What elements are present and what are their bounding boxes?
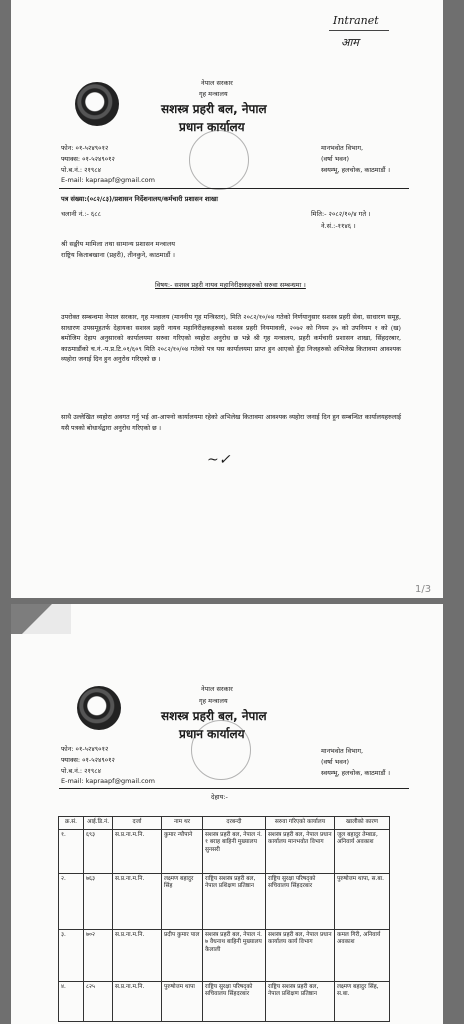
document-page-2: [11, 604, 443, 1024]
cell-office: सशस्त्र प्रहरी बल, नेपाल प्रधान कार्यालय मानभवोत विभाग: [266, 829, 335, 873]
office-name: प्रधान कार्यालय: [179, 727, 245, 741]
ministry-name: गृह मन्त्रालय: [199, 697, 228, 705]
body-paragraph-1: उपरोक्त सम्बन्धमा नेपाल सरकार, गृह मन्त्रालय (माननीय गृह मन्त्रिस्तर), मिति २०८२/१०/०४ गतेको निर्णयानुसार सशस्त्र प्रहरी सेवा, साधारण समूह, साधारण उपसमूहतर्फ देहायका सशस्त्र प्रहरी नायव महानिरीक्षकहरुको सशस्त्र प्रहरी नियमावली, २०७२ को नियम ३५ को उपनियम १ को (ख) बमोजिम देहाय अनुसारको कार्यालयमा सरुवा गरिएको व्यहोरा अनुरोध छ भन्ने श्री गृह मन्त्रालय, प्रहरी कर्मचारी प्रशासन शाखा, सिंहदरबार, काठमाडौंको च.नं.-प.प्र.टि.०१/६०९ मिति २०८२/१०/०४ गतेको पत्र यस कार्यालयमा प्राप्त हुन आएको हुँदा निजहरुको अभिलेख कितावमा आवश्यक व्यहोरा जनाई दिन हुन अनुरोध गरिएको छ ।: [61, 313, 401, 363]
contact-phone: फोन: ०१-५२४९०१२: [61, 745, 109, 753]
address-line-2: (वर्षा भवन): [321, 155, 349, 163]
col-header-reason: खालीको कारण: [335, 817, 390, 830]
cell-office: सशस्त्र प्रहरी बल, नेपाल प्रधान कार्यालय कार्य विभाग: [266, 929, 335, 981]
contact-fax: फ्याक्स: ०१-५२४९०१२: [61, 155, 115, 163]
cell-reason: लक्ष्मण बहादुर सिंह, स.बा.: [335, 981, 390, 1021]
address-line-3: स्वयम्भू, हलचोक, काठमाडौं ।: [321, 166, 391, 174]
cell-id: ६९३: [84, 829, 113, 873]
col-header-id: आई.डि.नं.: [84, 817, 113, 830]
col-header-office: सरुवा गरिएको कार्यालय: [266, 817, 335, 830]
contact-pobox: पो.ब.नं.: २१९८४: [61, 767, 102, 775]
col-header-post: दरबन्दी: [203, 817, 266, 830]
cell-post: सशस्त्र प्रहरी बल, नेपाल नं. ७ वैधनाथ बाहिनी मुख्यालय कैलाली: [203, 929, 266, 981]
cell-post: राष्ट्रिय सुरक्षा परिषद्को सचिवालय सिंहदरबार: [203, 981, 266, 1021]
nepal-emblem-icon: [75, 82, 119, 126]
cell-sn: ४.: [59, 981, 84, 1021]
cell-rank: स.प्र.ना.म.नि.: [113, 873, 162, 929]
cell-reason: कमल गिरी, अनिवार्य अवकाश: [335, 929, 390, 981]
signature-icon: ~✓: [207, 452, 231, 468]
cell-sn: १.: [59, 829, 84, 873]
cell-id: ७०२: [84, 929, 113, 981]
cell-office: राष्ट्रिय सशस्त्र प्रहरी बल, नेपाल प्रशिक्षण प्रतिष्ठान: [266, 981, 335, 1021]
nepal-sambat-date: ने.सं.:-११४६ ।: [321, 222, 356, 230]
stamp-underline: [329, 30, 389, 31]
nepal-emblem-icon: [77, 686, 121, 730]
cell-rank: स.प्र.ना.म.नि.: [113, 981, 162, 1021]
reference-number: पत्र संख्या:(०८२/८३)/प्रशासन निर्देशनालय/कर्मचारी प्रशासन शाखा: [61, 195, 218, 203]
table-row: [59, 981, 390, 1021]
address-line-1: मानभवोत विभाग,: [321, 747, 364, 755]
col-header-sn: क्र.सं.: [59, 817, 84, 830]
col-header-name: नाम थर: [162, 817, 203, 830]
recipient-line-2: राष्ट्रिय किताबखाना (प्रहरी), तीनकुने, काठमाडौं ।: [61, 251, 175, 259]
address-line-1: मानभवोत विभाग,: [321, 144, 364, 152]
office-name: प्रधान कार्यालय: [179, 120, 245, 134]
transfer-table: [58, 816, 390, 1022]
header-rule: [59, 788, 409, 789]
contact-email: E-mail: kapraapf@gmail.com: [61, 176, 155, 184]
table-row: [59, 929, 390, 981]
cell-reason: जुल बहादुर तेम्बाङ, अनिवार्य अवकाश: [335, 829, 390, 873]
handwritten-stamp-top: Intranet: [333, 14, 379, 27]
cell-office: राष्ट्रिय सुरक्षा परिषद्को सचिवालय सिंहदरबार: [266, 873, 335, 929]
page-fold-corner: [11, 604, 71, 634]
cell-post: सशस्त्र प्रहरी बल, नेपाल नं. १ बराह बाहिनी मुख्यालय सुनसरी: [203, 829, 266, 873]
contact-fax: फ्याक्स: ०१-५२४९०१२: [61, 756, 115, 764]
gov-name: नेपाल सरकार: [201, 685, 233, 693]
gov-name: नेपाल सरकार: [201, 79, 233, 87]
cell-post: राष्ट्रिय सशस्त्र प्रहरी बल, नेपाल प्रशिक्षण प्रतिष्ठान: [203, 873, 266, 929]
contact-email: E-mail: kapraapf@gmail.com: [61, 777, 155, 785]
letter-subject: विषय:- सशस्त्र प्रहरी नायव महानिरीक्षकहरुको सरुवा सम्बन्धमा ।: [155, 281, 306, 289]
contact-phone: फोन: ०१-५२४९०१२: [61, 144, 109, 152]
cell-reason: पुरुषोत्तम थापा, स.बा.: [335, 873, 390, 929]
document-page-1: [11, 0, 443, 598]
cell-name: पुरुषोत्तम थापा: [162, 981, 203, 1021]
cell-name: प्रदीप कुमार पाल: [162, 929, 203, 981]
cell-rank: स.प्र.ना.म.नि.: [113, 829, 162, 873]
handwritten-stamp-bottom: आम: [341, 36, 359, 49]
cell-sn: ३.: [59, 929, 84, 981]
cell-name: कुमार न्यौपाने: [162, 829, 203, 873]
office-seal-icon: [189, 130, 249, 190]
page-number: 1/3: [415, 584, 432, 595]
recipient-line-1: श्री सङ्घीय मामिला तथा सामान्य प्रशासन मन्त्रालय: [61, 240, 176, 248]
col-header-rank: दर्जा: [113, 817, 162, 830]
table-row: [59, 873, 390, 929]
contact-pobox: पो.ब.नं.: २१९८४: [61, 166, 102, 174]
address-line-3: स्वयम्भू, हलचोक, काठमाडौं ।: [321, 769, 391, 777]
address-line-2: (वर्षा भवन): [321, 758, 349, 766]
table-caption: देहाय:-: [211, 793, 228, 801]
dispatch-number: चलानी नं.:- ६८८: [61, 210, 101, 218]
cell-name: लक्ष्मण बहादुर सिंह: [162, 873, 203, 929]
force-name: सशस्त्र प्रहरी बल, नेपाल: [161, 709, 267, 723]
letter-date: मिति:- २०८२/१०/४ गते ।: [311, 210, 371, 218]
body-paragraph-2: साथै उल्लेखित व्यहोरा अवगत गर्नु भई आ-आफ्नो कार्यालयमा रहेको अभिलेख कितावमा आवश्यक व्यहोरा जनाई दिन हुन सम्बन्धित कार्यालयहरुलाई यसै पत्रको बोधार्थद्वारा अनुरोध गरिएको छ ।: [61, 413, 401, 432]
cell-rank: स.प्र.ना.म.नि.: [113, 929, 162, 981]
ministry-name: गृह मन्त्रालय: [199, 90, 228, 98]
table-header-row: [59, 817, 390, 830]
cell-id: ७६३: [84, 873, 113, 929]
table-row: [59, 829, 390, 873]
cell-id: ८२५: [84, 981, 113, 1021]
header-rule: [59, 188, 409, 189]
cell-sn: २.: [59, 873, 84, 929]
force-name: सशस्त्र प्रहरी बल, नेपाल: [161, 102, 267, 116]
